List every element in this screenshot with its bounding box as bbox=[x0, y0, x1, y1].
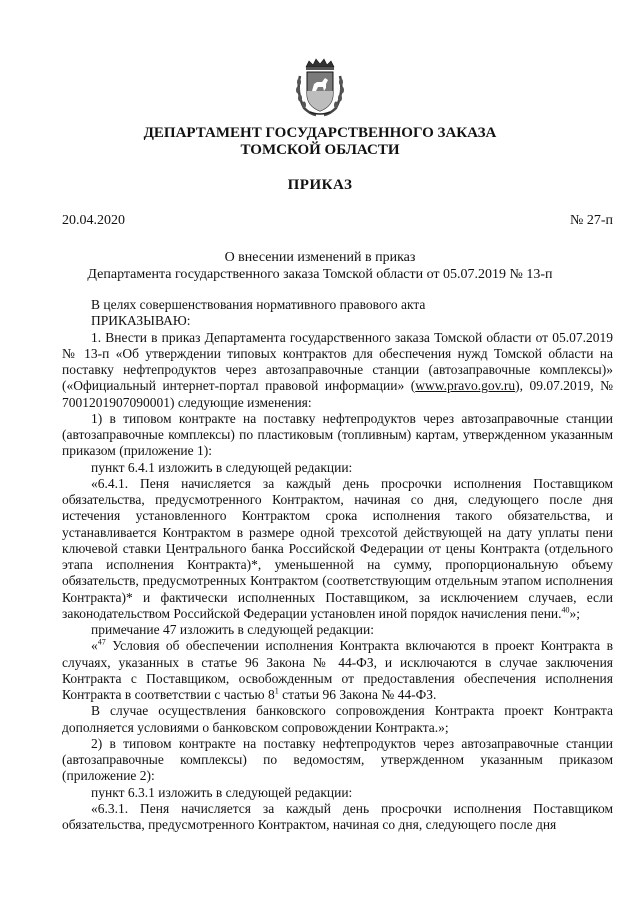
body-paragraph-clause-6-3-1-text: «6.3.1. Пеня начисляется за каждый день просрочки исполнения Поставщиком обязательства, предусмотренного Контрактом, начиная со дня, следующего после дня bbox=[62, 800, 613, 832]
body-paragraph-bank-support: В случае осуществления банковского сопровождения Контракта проект Контракта дополняется условиями о банковском сопровождении Контракта.»; bbox=[62, 703, 613, 735]
body-paragraph-clause-6-3-1: пункт 6.3.1 изложить в следующей редакции: bbox=[91, 784, 353, 800]
item-1-text-b: ), 09.07.2019, № 7001201907090001) следующие изменения: bbox=[62, 378, 613, 410]
document-type-title: ПРИКАЗ bbox=[287, 177, 353, 193]
document-date: 20.04.2020 bbox=[62, 213, 125, 228]
department-title-line1: ДЕПАРТАМЕНТ ГОСУДАРСТВЕННОГО ЗАКАЗА bbox=[143, 125, 497, 141]
note-47-text-end: статьи 96 Закона № 44-ФЗ. bbox=[278, 687, 437, 702]
part-8-1-superscript: 1 bbox=[274, 686, 279, 696]
clause-6-4-1-text: «6.4.1. Пеня начисляется за каждый день просрочки исполнения Поставщиком обязательства, предусмотренного Контрактом, начиная со дня, следующего после дня истечения установленного Контрактом срока исполнения такого обязательства, и устанавливается Контрактом в размере одной трехсотой действующей на дату уплаты пени ключевой ставки Центрального банка Российской Федерации от цены Контракта (отдельного этапа исполнения Контракта)*, уменьшенной на сумму, пропорциональную объему обязательств, предусмотренных Контрактом (соответствующим отдельным этапом исполнения Контракта)* и фактически исполненных Поставщиком, за исключением случаев, если законодательством Российской Федерации установлен иной порядок начисления пени. bbox=[62, 475, 613, 621]
note-47-open-quote: « bbox=[91, 638, 98, 654]
document-number: № 27-п bbox=[569, 213, 613, 228]
note-47-text: Условия об обеспечении исполнения Контракта включаются в проект Контракта в случаях, указанных в статье 96 Закона № 44-ФЗ, и исключаются в случае заключения Контракта с Поставщиком, освобожденным от предоставления обеспечения исполнения Контракта в соответствии с частью 8 bbox=[62, 638, 613, 702]
body-paragraph-note-47: примечание 47 изложить в следующей редакции: bbox=[91, 622, 374, 637]
body-paragraph-note-47-text bbox=[62, 638, 613, 703]
footnote-ref-47: 47 bbox=[97, 637, 106, 647]
pravo-gov-link[interactable]: www.pravo.gov.ru bbox=[415, 378, 516, 394]
body-paragraph-subitem-2: 2) в типовом контракте на поставку нефтепродуктов через автозаправочные станции (автозаправочные комплексы) по ведомостям, утвержденном указанным приказом (приложение 2): bbox=[62, 735, 613, 784]
clause-6-4-1-end: »; bbox=[569, 605, 581, 621]
tomsk-region-coat-of-arms-icon bbox=[294, 58, 346, 118]
body-paragraph-subitem-1: 1) в типовом контракте на поставку нефтепродуктов через автозаправочные станции (автозаправочные комплексы) по пластиковым (топливным) картам, утвержденном указанным приказом (приложение 1): bbox=[62, 410, 613, 459]
subject-line2: Департамента государственного заказа Томской области от 05.07.2019 № 13-п bbox=[87, 267, 553, 282]
body-paragraph-item-1 bbox=[62, 330, 613, 411]
body-paragraph-clause-6-4-1: пункт 6.4.1 изложить в следующей редакции: bbox=[91, 459, 353, 475]
document-body bbox=[62, 297, 613, 833]
body-paragraph-order: ПРИКАЗЫВАЮ: bbox=[91, 313, 191, 329]
body-paragraph-clause-6-4-1-text bbox=[62, 476, 613, 622]
footnote-ref-40: 40 bbox=[561, 605, 570, 615]
department-title-line2: ТОМСКОЙ ОБЛАСТИ bbox=[240, 142, 400, 158]
item-1-text-a: 1. Внести в приказ Департамента государственного заказа Томской области от 05.07.2019 № 13-п «Об утверждении типовых контрактов для обеспечения нужд Томской области на поставку нефтепродуктов через автозаправочные станции (автозаправочные комплексы)» («Официальный интернет-портал правовой информации» ( bbox=[62, 329, 613, 394]
subject-line1: О внесении изменений в приказ bbox=[224, 250, 416, 265]
body-paragraph-intro: В целях совершенствования нормативного правового акта bbox=[91, 297, 426, 312]
